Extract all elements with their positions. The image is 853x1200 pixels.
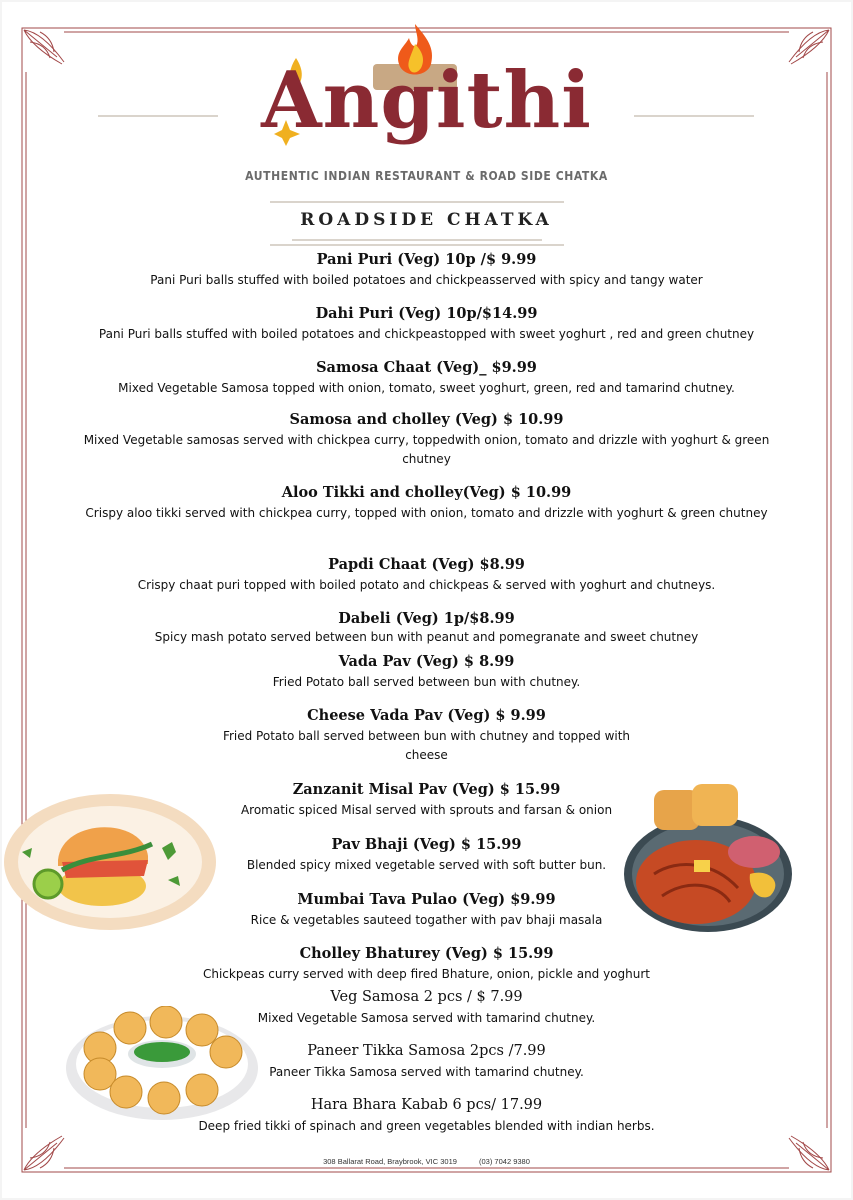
restaurant-tagline: AUTHENTIC INDIAN RESTAURANT & ROAD SIDE CHATKA [245, 169, 608, 183]
vada-pav-plate-image [2, 788, 224, 936]
item-name: Pav Bhaji (Veg) $ 15.99 [331, 836, 522, 853]
item-name: Vada Pav (Veg) $ 8.99 [338, 653, 515, 670]
item-name: Pani Puri (Veg) 10p /$ 9.99 [316, 251, 537, 268]
item-name: Samosa and cholley (Veg) $ 10.99 [289, 411, 564, 428]
item-description: Fried Potato ball served between bun with chutney. [272, 675, 581, 689]
item-name: Aloo Tikki and cholley(Veg) $ 10.99 [281, 484, 572, 501]
item-name: Cheese Vada Pav (Veg) $ 9.99 [307, 707, 546, 724]
menu-item [2, 250, 851, 290]
item-description: Rice & vegetables sauteed togather with pav bhaji masala [250, 913, 603, 927]
item-name: Mumbai Tava Pulao (Veg) $9.99 [297, 891, 556, 908]
item-name: Papdi Chaat (Veg) $8.99 [328, 556, 525, 573]
item-name: Zanzanit Misal Pav (Veg) $ 15.99 [292, 781, 561, 798]
menu-item [2, 358, 851, 398]
footer-contact [2, 1157, 851, 1166]
item-name: Hara Bhara Kabab 6 pcs/ 17.99 [310, 1097, 543, 1113]
menu-item [2, 652, 851, 692]
item-name: Dahi Puri (Veg) 10p/$14.99 [315, 305, 538, 322]
item-description: Crispy chaat puri topped with boiled potato and chickpeas & served with yoghurt and chutneys. [137, 578, 716, 592]
pani-puri-plate-image [64, 1006, 260, 1124]
pav-bhaji-plate-image [618, 778, 798, 938]
menu-item [2, 304, 851, 344]
section-title: ROADSIDE CHATKA [300, 210, 553, 230]
footer-address: 308 Ballarat Road, Braybrook, VIC 3019 [323, 1157, 457, 1166]
menu-item [2, 410, 851, 469]
menu-item [2, 609, 851, 647]
menu-item [2, 944, 851, 984]
item-description: Aromatic spiced Misal served with sprouts and farsan & onion [240, 803, 613, 817]
item-name: Samosa Chaat (Veg)_ $9.99 [316, 359, 537, 376]
menu-item [2, 555, 851, 595]
item-name: Paneer Tikka Samosa 2pcs /7.99 [307, 1043, 546, 1059]
item-description: Paneer Tikka Samosa served with tamarind chutney. [269, 1065, 584, 1079]
corner-ornament-top-right [789, 30, 829, 64]
item-description: Chickpeas curry served with deep fired Bhature, onion, pickle and yoghurt [202, 967, 651, 981]
item-description: Mixed Vegetable samosas served with chickpea curry, toppedwith onion, tomato and drizzle with yoghurt & green chutney [83, 433, 770, 466]
item-name: Dabeli (Veg) 1p/$8.99 [338, 610, 515, 627]
item-description: Crispy aloo tikki served with chickpea curry, topped with onion, tomato and drizzle with yoghurt & green chutney [85, 506, 768, 520]
restaurant-logo [2, 55, 851, 146]
item-description: Pani Puri balls stuffed with boiled potatoes and chickpeastopped with sweet yoghurt , red and green chutney [98, 327, 755, 341]
menu-item [2, 706, 851, 765]
menu-page [2, 2, 851, 1198]
restaurant-name: Angithi [261, 55, 592, 146]
footer-phone: (03) 7042 9380 [479, 1157, 530, 1166]
item-description: Fried Potato ball served between bun with chutney and topped with cheese [222, 729, 631, 762]
item-description: Deep fried tikki of spinach and green vegetables blended with indian herbs. [198, 1119, 655, 1133]
item-description: Mixed Vegetable Samosa served with tamarind chutney. [257, 1011, 596, 1025]
item-description: Mixed Vegetable Samosa topped with onion, tomato, sweet yoghurt, green, red and tamarind chutney. [118, 381, 735, 395]
item-name: Cholley Bhaturey (Veg) $ 15.99 [299, 945, 554, 962]
item-description: Spicy mash potato served between bun with peanut and pomegranate and sweet chutney [154, 630, 699, 644]
item-name: Veg Samosa 2 pcs / $ 7.99 [330, 989, 523, 1005]
menu-item [2, 483, 851, 523]
corner-ornament-top-left [24, 30, 64, 64]
item-description: Pani Puri balls stuffed with boiled potatoes and chickpeasserved with spicy and tangy water [150, 273, 703, 287]
item-description: Blended spicy mixed vegetable served with soft butter bun. [246, 858, 607, 872]
